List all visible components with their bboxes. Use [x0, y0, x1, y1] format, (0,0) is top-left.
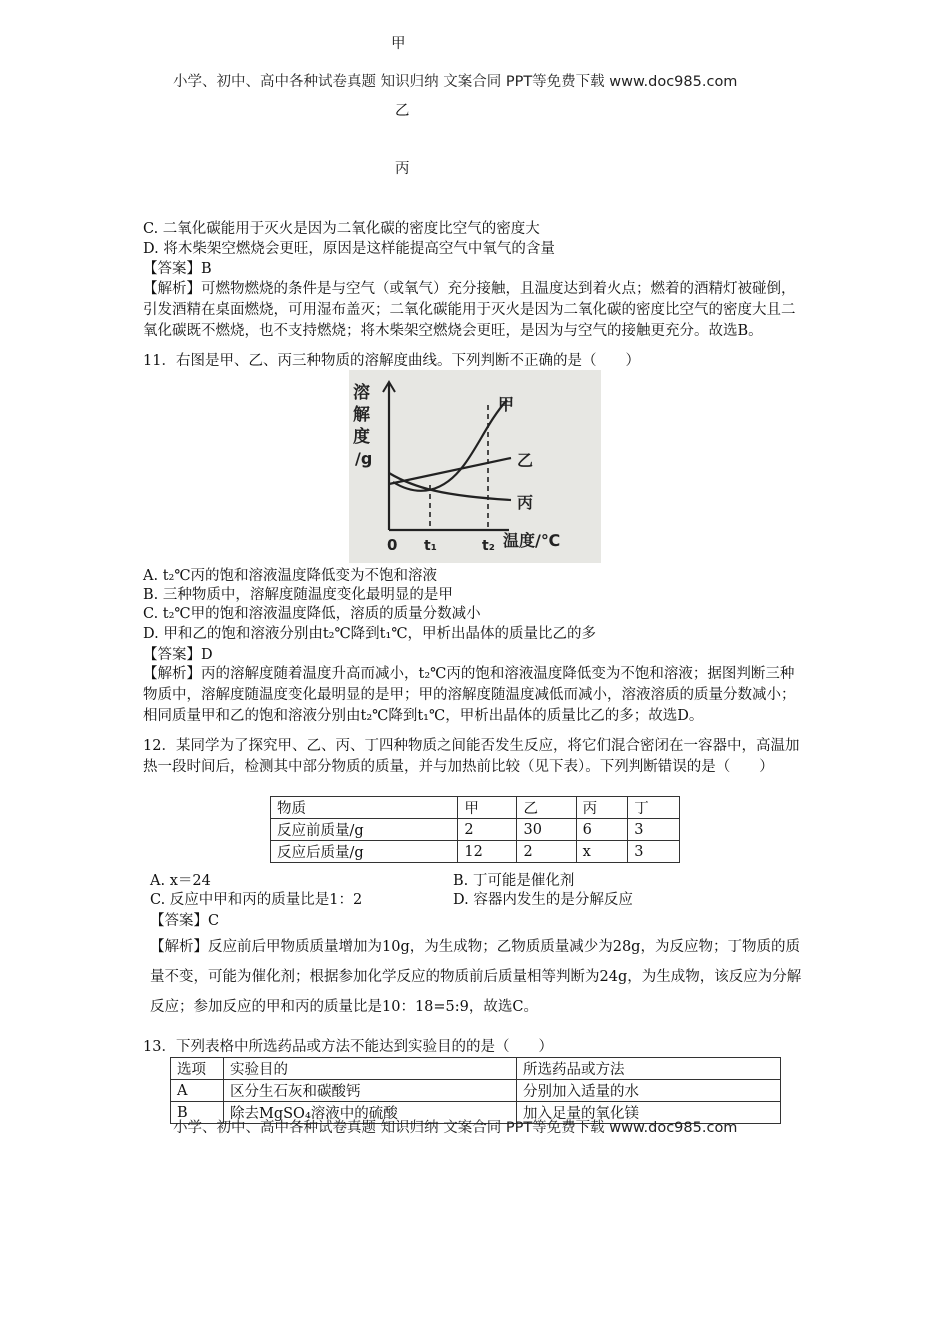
- table-header-cell: 选项: [171, 1058, 224, 1080]
- y-label-unit: /g: [355, 449, 373, 468]
- table-cell: 12: [458, 841, 517, 863]
- table-cell: 反应前质量/g: [271, 819, 458, 841]
- q12-option-c: C. 反应中甲和丙的质量比是1：2: [150, 892, 363, 908]
- table-cell: 3: [628, 841, 680, 863]
- table-cell: 3: [628, 819, 680, 841]
- table-cell: A: [171, 1080, 224, 1102]
- q12-option-b: B. 丁可能是催化剂: [453, 873, 575, 889]
- q11-option-d: D. 甲和乙的饱和溶液分别由t₂℃降到t₁℃，甲析出晶体的质量比乙的多: [143, 626, 597, 642]
- table-cell: 2: [517, 841, 576, 863]
- table-cell: 6: [576, 819, 628, 841]
- series-yi-label: 乙: [517, 451, 534, 470]
- table-header-cell: 实验目的: [224, 1058, 517, 1080]
- solubility-chart-svg: [349, 370, 601, 563]
- series-bing-label: 丙: [517, 493, 534, 512]
- q12-stem: 12．某同学为了探究甲、乙、丙、丁四种物质之间能否发生反应，将它们混合密闭在一容器中，高温加热一段时间后，检测其中部分物质的质量，并与加热前比较（见下表）。下列判断错误的是（ ）: [143, 738, 800, 775]
- q11-option-c: C. t₂℃甲的饱和溶液温度降低，溶质的质量分数减小: [143, 606, 481, 622]
- q12-table: [270, 796, 680, 863]
- table-header-cell: 乙: [517, 797, 576, 819]
- table-header-cell: 丁: [628, 797, 680, 819]
- table-row: [271, 819, 680, 841]
- series-jia-label: 甲: [498, 395, 515, 414]
- q12-option-a: A. x＝24: [150, 873, 211, 889]
- table-cell: 加入足量的氧化镁: [517, 1102, 781, 1124]
- page-header: 小学、初中、高中各种试卷真题 知识归纳 文案合同 PPT等免费下载 www.doc985.com: [173, 74, 738, 90]
- q12-option-d: D. 容器内发生的是分解反应: [453, 892, 633, 908]
- q12-answer: 【答案】C: [150, 913, 220, 929]
- table-header-cell: 甲: [458, 797, 517, 819]
- page-footer: 小学、初中、高中各种试卷真题 知识归纳 文案合同 PPT等免费下载 www.doc985.com: [173, 1120, 738, 1136]
- solubility-chart: [349, 370, 601, 563]
- table-header-cell: 所选药品或方法: [517, 1058, 781, 1080]
- table-header-cell: 物质: [271, 797, 458, 819]
- y-label-char-2: 解: [353, 405, 370, 425]
- table-cell: 区分生石灰和碳酸钙: [224, 1080, 517, 1102]
- q11-option-b: B. 三种物质中，溶解度随温度变化最明显的是甲: [143, 587, 453, 603]
- q12-analysis: 【解析】反应前后甲物质质量增加为10g，为生成物；乙物质质量减少为28g，为反应物；丁物质的质量不变，可能为催化剂；根据参加化学反应的物质前后质量相等判断为24g，为生成物，该反应为分解反应；参加反应的甲和丙的质量比是10：18=5:9，故选C。: [150, 939, 802, 1015]
- table-cell: 分别加入适量的水: [517, 1080, 781, 1102]
- table-header-cell: 丙: [576, 797, 628, 819]
- y-label-char-1: 溶: [353, 383, 370, 403]
- x-tick-t1: t₁: [424, 538, 437, 554]
- table-cell: B: [171, 1102, 224, 1124]
- q11-analysis: 【解析】丙的溶解度随着温度升高而减小，t₂℃丙的饱和溶液温度降低变为不饱和溶液；据图判断三种物质中，溶解度随温度变化最明显的是甲；甲的溶解度随温度减低而减小，溶液溶质的质量分数减小；相同质量甲和乙的饱和溶液分别由t₂℃降到t₁℃，甲析出晶体的质量比乙的多；故选D。: [143, 666, 796, 724]
- stray-label-yi: 乙: [395, 103, 410, 119]
- table-cell: 30: [517, 819, 576, 841]
- table-cell: 2: [458, 819, 517, 841]
- origin-label: 0: [387, 536, 398, 554]
- q11-stem: 11．右图是甲、乙、丙三种物质的溶解度曲线。下列判断不正确的是（ ）: [143, 353, 640, 369]
- q10-answer: 【答案】B: [143, 261, 212, 277]
- table-cell: x: [576, 841, 628, 863]
- q13-stem: 13．下列表格中所选药品或方法不能达到实验目的的是（ ）: [143, 1039, 553, 1055]
- q13-table: [170, 1057, 781, 1124]
- y-label-char-3: 度: [353, 427, 370, 447]
- series-bing-curve: [389, 473, 511, 500]
- table-cell: 反应后质量/g: [271, 841, 458, 863]
- x-axis-label: 温度/℃: [503, 531, 561, 550]
- q10-option-d: D. 将木柴架空燃烧会更旺，原因是这样能提高空气中氧气的含量: [143, 241, 555, 257]
- stray-label-jia: 甲: [391, 36, 406, 52]
- table-row: [171, 1080, 781, 1102]
- q10-analysis: 【解析】可燃物燃烧的条件是与空气（或氧气）充分接触，且温度达到着火点；燃着的酒精灯被碰倒，引发酒精在桌面燃烧，可用湿布盖灭；二氧化碳能用于灭火是因为二氧化碳的密度比空气的密度大且二氧化碳既不燃烧，也不支持燃烧；将木柴架空燃烧会更旺，是因为与空气的接触更充分。故选B。: [143, 281, 796, 339]
- q11-answer: 【答案】D: [143, 647, 213, 663]
- q10-option-c: C. 二氧化碳能用于灭火是因为二氧化碳的密度比空气的密度大: [143, 221, 540, 237]
- table-row: [271, 841, 680, 863]
- x-tick-t2: t₂: [482, 538, 495, 554]
- table-header-row: [171, 1058, 781, 1080]
- table-header-row: [271, 797, 680, 819]
- q11-option-a: A. t₂℃丙的饱和溶液温度降低变为不饱和溶液: [143, 568, 438, 584]
- series-jia-curve: [393, 400, 507, 491]
- stray-label-bing: 丙: [395, 161, 410, 177]
- table-cell: 除去MgSO₄溶液中的硫酸: [224, 1102, 517, 1124]
